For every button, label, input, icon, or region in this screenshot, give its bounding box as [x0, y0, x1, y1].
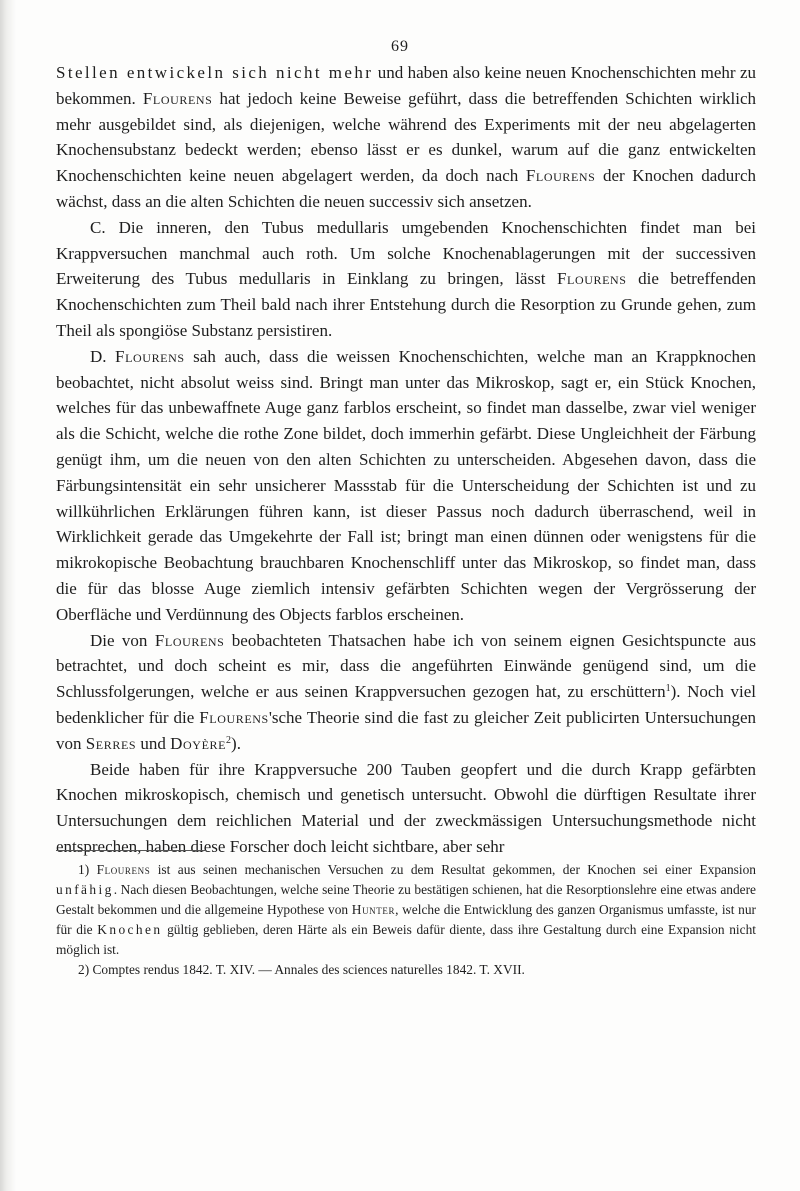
- paragraph-3: D. Flourens sah auch, dass die weissen Knochenschichten, welche man an Krappknochen beobachtet, nicht absolut weiss sind. Bringt man unter das Mikroskop, sagt er, ein Stück Knochen, welches für das unbewaffnete Auge ganz farblos erscheint, so findet man dasselbe, zwar viel weniger als die Schicht, welche die rothe Zone bildet, doch immerhin gefärbt. Diese Ungleichheit der Färbung genügt ihm, um die neuen von den alten Schichten zu unterscheiden. Abgesehen davon, dass die Färbungsintensität ein sehr unsicherer Massstab für die Unterscheidung der Schichten ist und zu willkührlichen Erklärungen führen kann, ist dieser Passus noch dadurch überraschend, weil in Wirklichkeit gerade das Umgekehrte der Fall ist; bringt man einen dünnen oder wenigstens für die mikrokopische Beobachtung brauchbaren Knochenschliff unter das Mikroskop, so findet man, dass die für das blosse Auge ziemlich intensiv gefärbten Schichten wegen der Vergrösserung der Oberfläche und Verdünnung des Objects farblos erscheinen.: [56, 346, 756, 624]
- author-name: Flourens: [525, 166, 596, 186]
- footnote-1: 1) Flourens ist aus seinen mechanischen Versuchen zu dem Resultat gekommen, der Knochen sei einer Expansion unfähig. Nach diesen Beobachtungen, welche seine Theorie zu bestätigen schienen, hat die Resorptionslehre eine etwas andere Gestalt bekommen und die allgemeine Hypothese von Hunter, welche die Entwicklung des ganzen Organismus umfasste, ist nur für die Knochen gültig geblieben, deren Härte als ein Beweis dafür diente, dass ihre Gestaltung durch eine Expansion nicht möglich ist.: [56, 862, 757, 957]
- footnote-ref: 1: [665, 683, 671, 695]
- spaced-emphasis: Stellen entwickeln sich nicht mehr: [56, 63, 374, 82]
- body-text: [56, 60, 756, 860]
- page-number: 69: [391, 38, 409, 55]
- paragraph-1: Stellen entwickeln sich nicht mehr und haben also keine neuen Knochenschichten mehr zu bekommen. Flourens hat jedoch keine Beweise geführt, dass die betreffenden Schichten wirklich mehr ausgebildet sind, als diejenigen, welche während des Experiments mit der neu abgelagerten Knochensubstanz bedeckt werden; ebenso lässt er es dunkel, warum auf die ganz entwickelten Knochenschichten keine neuen abgelagert werden, da doch nach Flourens der Knochen dadurch wächst, dass an die alten Schichten die neuen successiv sich ansetzen.: [56, 63, 756, 211]
- author-name: Flourens: [96, 862, 151, 877]
- author-name: Flourens: [115, 346, 185, 366]
- paragraph-5: Beide haben für ihre Krappversuche 200 Tauben geopfert und die durch Krapp gefärbten Knochen mikroskopisch, chemisch und genetisch untersucht. Obwohl die dürftigen Resultate ihrer Untersuchungen dem reichlichen Material und der zweckmässigen Untersuchungsmethode nicht entsprechen, haben diese Forscher doch leicht sichtbare, aber sehr: [56, 759, 756, 856]
- author-name: Serres: [85, 733, 137, 753]
- paragraph-4: Die von Flourens beobachteten Thatsachen habe ich von seinem eignen Gesichtspuncte aus betrachtet, und doch scheint es mir, dass die angeführten Einwände genügend sind, um die Schlussfolgerungen, welche er aus seinen Krappversuchen gezogen hat, zu erschüttern$^1$). Noch viel bedenklicher für die Flourens'sche Theorie sind die fast zu gleicher Zeit publicirten Untersuchungen von Serres und Doyère$^2$).: [56, 630, 757, 753]
- footnote-ref: 2: [226, 734, 232, 746]
- spaced-emphasis: Knochen: [97, 922, 163, 937]
- author-name: Flourens: [142, 88, 213, 108]
- footnotes: [56, 860, 756, 980]
- footnote-2: 2) Comptes rendus 1842. T. XIV. — Annales des sciences naturelles 1842. T. XVII.: [78, 962, 525, 977]
- spaced-emphasis: unfähig: [56, 882, 114, 897]
- author-name: Flourens: [199, 707, 269, 727]
- author-name: Flourens: [154, 630, 225, 650]
- page-edge-shadow: [0, 0, 16, 1191]
- paragraph-2: C. Die inneren, den Tubus medullaris umgebenden Knochenschichten findet man bei Krappversuchen manchmal auch roth. Um solche Knochenablagerungen mit der successiven Erweiterung des Tubus medullaris in Einklang zu bringen, lässt Flourens die betreffenden Knochenschichten zum Theil bald nach ihrer Entstehung durch die Resorption zu Grunde gehen, zum Theil als spongiöse Substanz persistiren.: [56, 217, 756, 340]
- footnote-divider: [56, 850, 206, 851]
- author-name: Flourens: [556, 269, 627, 289]
- author-name: Doyère: [170, 733, 227, 753]
- author-name: Hunter: [351, 902, 396, 917]
